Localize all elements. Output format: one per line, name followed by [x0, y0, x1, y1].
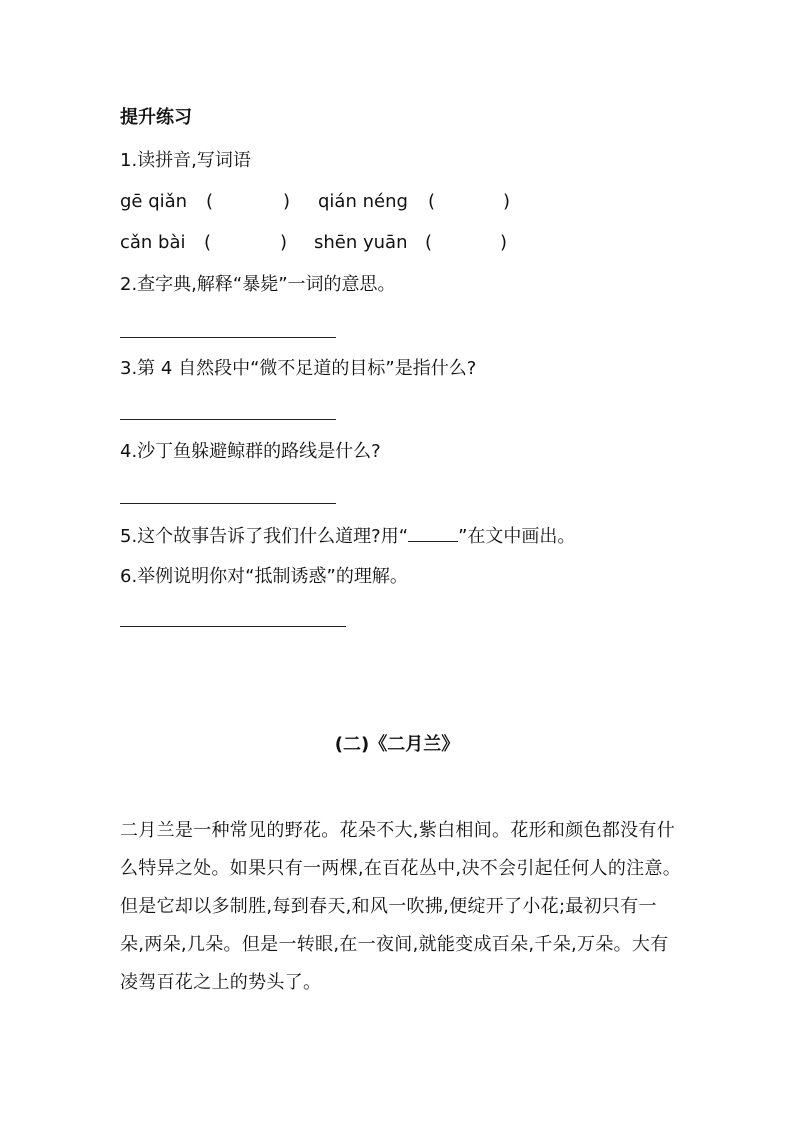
- open-paren: (: [428, 191, 436, 212]
- question-6: 6.举例说明你对“抵制诱惑”的理解。: [120, 566, 408, 587]
- pinyin-can-bai: cǎn bài: [120, 232, 186, 253]
- close-paren: ): [283, 191, 291, 212]
- close-paren: ): [280, 232, 288, 253]
- question-2: 2.查字典,解释“暴毙”一词的意思。: [120, 274, 396, 295]
- passage-line: 凌驾百花之上的势头了。: [120, 972, 322, 993]
- pinyin-qian-neng: qián néng: [318, 191, 408, 212]
- question-3: 3.第 4 自然段中“微不足道的目标”是指什么?: [120, 358, 477, 379]
- practice-heading: 提升练习: [120, 107, 192, 128]
- close-paren: ): [503, 191, 511, 212]
- passage-line: 么特异之处。如果只有一两棵,在百花丛中,决不会引起任何人的注意。: [120, 858, 682, 879]
- section-title: (二)《二月兰》: [334, 734, 460, 755]
- pinyin-ge-qian: gē qiǎn: [120, 191, 188, 212]
- open-paren: (: [206, 191, 214, 212]
- open-paren: (: [204, 232, 212, 253]
- question-1: 1.读拼音,写词语: [120, 150, 251, 171]
- question-4: 4.沙丁鱼躲避鲸群的路线是什么?: [120, 441, 381, 462]
- answer-line-4[interactable]: [120, 503, 336, 504]
- passage-line: 二月兰是一种常见的野花。花朵不大,紫白相间。花形和颜色都没有什: [120, 820, 676, 841]
- close-paren: ): [500, 232, 508, 253]
- passage-line: 朵,两朵,几朵。但是一转眼,在一夜间,就能变成百朵,千朵,万朵。大有: [120, 934, 669, 955]
- open-paren: (: [425, 232, 433, 253]
- passage-line: 但是它却以多制胜,每到春天,和风一吹拂,便绽开了小花;最初只有一: [120, 896, 657, 917]
- passage: [120, 812, 680, 1002]
- answer-line-3[interactable]: [120, 419, 336, 420]
- answer-line-6[interactable]: [120, 626, 346, 627]
- question-5: [120, 523, 575, 549]
- pinyin-shen-yuan: shēn yuān: [314, 232, 408, 253]
- answer-line-2[interactable]: [120, 337, 336, 338]
- question-5-text-before: 5.这个故事告诉了我们什么道理?用“: [120, 526, 409, 547]
- question-5-blank[interactable]: [408, 523, 458, 542]
- question-5-text-after: ”在文中画出。: [458, 526, 576, 547]
